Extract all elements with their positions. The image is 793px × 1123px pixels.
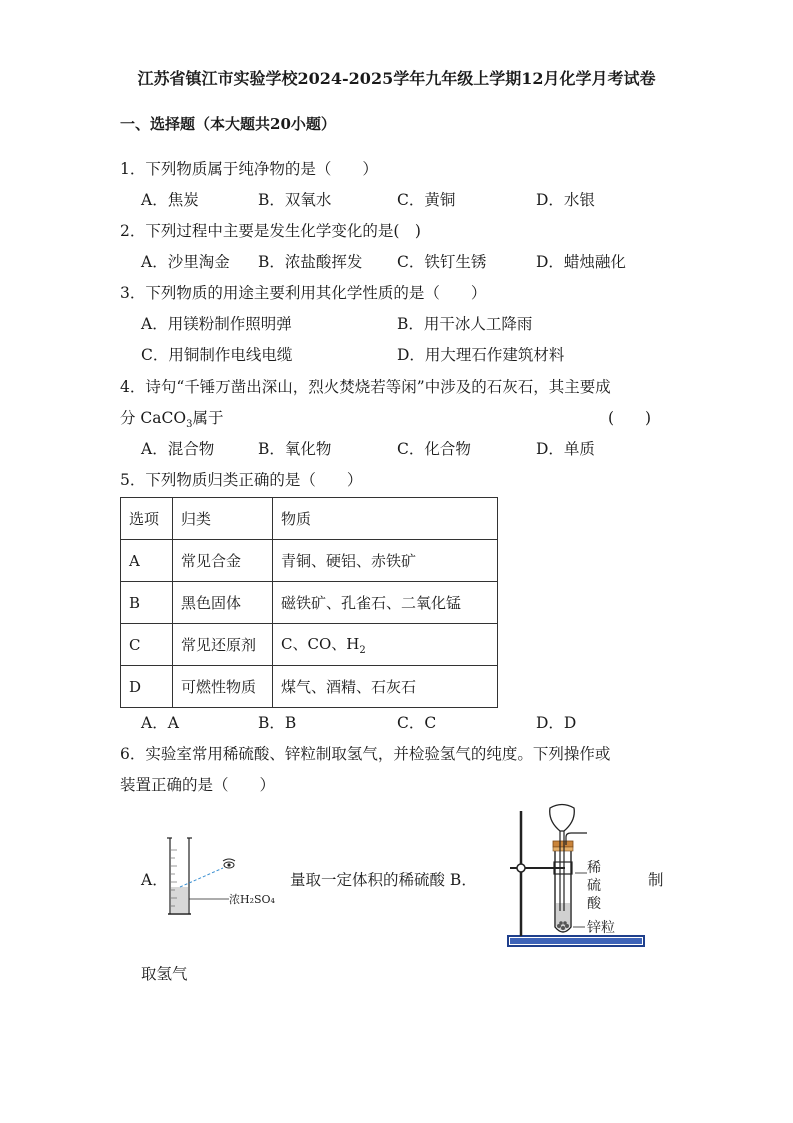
table-row (121, 582, 498, 624)
question-5-stem: 5．下列物质归类正确的是（ ） (120, 471, 363, 489)
question-1-option-b: B．双氧水 (258, 191, 332, 209)
question-6-stem-line1: 6．实验室常用稀硫酸、锌粒制取氢气，并检验氢气的纯度。下列操作或 (120, 745, 611, 763)
table-cell: C (121, 624, 173, 666)
question-4-option-b: B．氧化物 (258, 440, 332, 458)
classification-table (120, 497, 498, 708)
formula-text: 分 CaCO (120, 409, 187, 427)
table-header-row (121, 498, 498, 540)
table-cell (273, 624, 498, 666)
table-cell: 磁铁矿、孔雀石、二氧化锰 (273, 582, 498, 624)
table-cell: B (121, 582, 173, 624)
question-5-option-b: B．B (258, 714, 297, 732)
page-title: 江苏省镇江市实验学校2024-2025学年九年级上学期12月化学月考试卷 (137, 69, 656, 88)
question-4-option-d: D．单质 (536, 440, 595, 458)
table-cell: 青铜、硬铝、赤铁矿 (273, 540, 498, 582)
question-5-option-a: A．A (141, 714, 179, 732)
question-3-option-b: B．用干冰人工降雨 (397, 315, 533, 333)
question-5-option-d: D．D (536, 714, 577, 732)
question-2-option-d: D．蜡烛融化 (536, 253, 626, 271)
question-1-stem: 1．下列物质属于纯净物的是（ ） (120, 160, 378, 178)
formula-subscript: 3 (186, 419, 193, 431)
table-cell: 黑色固体 (173, 582, 273, 624)
question-3-option-a: A．用镁粉制作照明弹 (141, 315, 292, 333)
table-cell: 煤气、酒精、石灰石 (273, 666, 498, 708)
question-1-option-c: C．黄铜 (397, 191, 456, 209)
question-4-stem-line1: 4．诗句“千锤万凿出深山，烈火焚烧若等闲”中涉及的石灰石，其主要成 (120, 378, 611, 396)
question-4-stem-line2 (120, 406, 224, 430)
table-cell: 常见合金 (173, 540, 273, 582)
hydrogen-generator-figure (505, 803, 645, 951)
question-6-option-a-label: A． (141, 871, 168, 889)
question-1-option-a: A．焦炭 (141, 191, 199, 209)
table-cell: A (121, 540, 173, 582)
zinc-granules-label: 锌粒 (587, 920, 615, 936)
question-4-option-a: A．混合物 (141, 440, 215, 458)
reducers-text: C、CO、H (281, 635, 360, 653)
table-header-cell: 物质 (273, 498, 498, 540)
question-4-option-c: C．化合物 (397, 440, 471, 458)
table-header-cell: 归类 (173, 498, 273, 540)
question-4-answer-paren: ( ) (608, 409, 652, 427)
dilute-acid-label-2: 硫 (587, 878, 601, 894)
table-cell: D (121, 666, 173, 708)
dilute-acid-label-1: 稀 (587, 860, 601, 876)
table-cell: 常见还原剂 (173, 624, 273, 666)
table-row (121, 666, 498, 708)
question-3-option-d: D．用大理石作建筑材料 (397, 346, 565, 364)
table-row (121, 540, 498, 582)
question-1-option-d: D．水银 (536, 191, 595, 209)
stem-tail: 属于 (192, 409, 224, 427)
hydrogen-subscript: 2 (359, 645, 366, 656)
question-6-stem-line2: 装置正确的是（ ） (120, 776, 276, 794)
question-2-option-a: A．沙里淘金 (141, 253, 230, 271)
table-row (121, 624, 498, 666)
graduated-cylinder-figure (165, 830, 285, 922)
section-heading: 一、选择题（本大题共20小题） (120, 115, 336, 133)
question-5-option-c: C．C (397, 714, 437, 732)
question-3-option-c: C．用铜制作电线电缆 (141, 346, 293, 364)
table-header-cell: 选项 (121, 498, 173, 540)
question-6-option-b-text-end: 制 (648, 871, 664, 889)
table-cell: 可燃性物质 (173, 666, 273, 708)
question-6-option-a-text: 量取一定体积的稀硫酸 B． (290, 871, 477, 889)
question-3-stem: 3．下列物质的用途主要利用其化学性质的是（ ） (120, 284, 487, 302)
question-2-option-b: B．浓盐酸挥发 (258, 253, 363, 271)
dilute-acid-label-3: 酸 (587, 896, 601, 912)
question-2-stem: 2．下列过程中主要是发生化学变化的是( ) (120, 222, 421, 240)
question-2-option-c: C．铁钉生锈 (397, 253, 487, 271)
concentrated-sulfuric-acid-label: 浓H₂SO₄ (229, 893, 275, 906)
question-6-option-b-text-cont: 取氢气 (141, 965, 188, 983)
